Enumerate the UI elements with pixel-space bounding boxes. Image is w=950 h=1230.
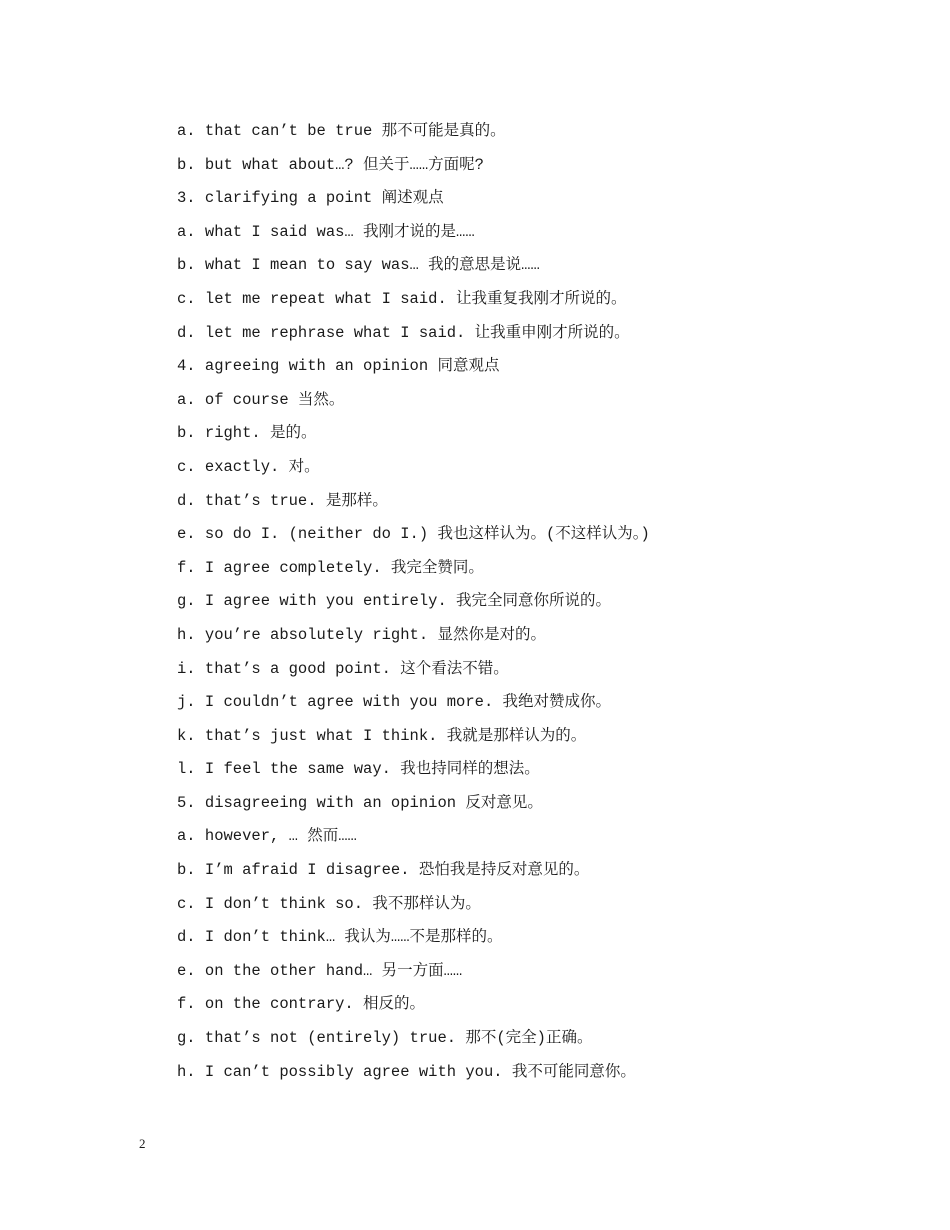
line-c-repeat: c. let me repeat what I said. 让我重复我刚才所说的。 (177, 289, 627, 308)
line-c-dont-think-so: c. I don’t think so. 我不那样认为。 (177, 894, 481, 913)
line-k-just-what-i-think: k. that’s just what I think. 我就是那样认为的。 (177, 726, 587, 745)
line-f-contrary: f. on the contrary. 相反的。 (177, 995, 426, 1014)
line-b-right: b. right. 是的。 (177, 424, 317, 443)
phrase-list (177, 118, 877, 1092)
line-d-thats-true: d. that’s true. 是那样。 (177, 491, 388, 510)
line-d-rephrase: d. let me rephrase what I said. 让我重申刚才所说的。 (177, 323, 630, 342)
line-e-other-hand: e. on the other hand… 另一方面…… (177, 961, 463, 980)
line-b-what-about: b. but what about…? 但关于……方面呢? (177, 155, 484, 174)
line-a-what-i-said: a. what I said was… 我刚才说的是…… (177, 222, 475, 241)
line-d-dont-think: d. I don’t think… 我认为……不是那样的。 (177, 928, 503, 947)
line-b-afraid-disagree: b. I’m afraid I disagree. 恐怕我是持反对意见的。 (177, 861, 590, 880)
line-a-however: a. however, … 然而…… (177, 827, 357, 846)
line-b-what-i-mean: b. what I mean to say was… 我的意思是说…… (177, 256, 540, 275)
line-e-so-do-i: e. so do I. (neither do I.) 我也这样认为。(不这样认为。) (177, 525, 650, 544)
line-i-good-point: i. that’s a good point. 这个看法不错。 (177, 659, 509, 678)
line-f-agree-completely: f. I agree completely. 我完全赞同。 (177, 558, 484, 577)
line-a-cant-be-true: a. that can’t be true 那不可能是真的。 (177, 122, 506, 140)
page-number: 2 (139, 1136, 146, 1151)
line-g-agree-entirely: g. I agree with you entirely. 我完全同意你所说的。 (177, 592, 612, 611)
line-a-of-course: a. of course 当然。 (177, 390, 345, 409)
section-heading-agreeing: 4. agreeing with an opinion 同意观点 (177, 357, 500, 376)
line-h-cant-possibly-agree: h. I can’t possibly agree with you. 我不可能同意你。 (177, 1062, 636, 1081)
line-j-couldnt-agree-more: j. I couldn’t agree with you more. 我绝对赞成你。 (177, 693, 612, 712)
line-g-not-entirely-true: g. that’s not (entirely) true. 那不(完全)正确。 (177, 1029, 593, 1048)
section-heading-clarifying: 3. clarifying a point 阐述观点 (177, 189, 444, 208)
line-h-absolutely-right: h. you’re absolutely right. 显然你是对的。 (177, 625, 546, 644)
line-l-same-way: l. I feel the same way. 我也持同样的想法。 (177, 760, 540, 779)
line-c-exactly: c. exactly. 对。 (177, 457, 320, 476)
section-heading-disagreeing: 5. disagreeing with an opinion 反对意见。 (177, 793, 543, 812)
